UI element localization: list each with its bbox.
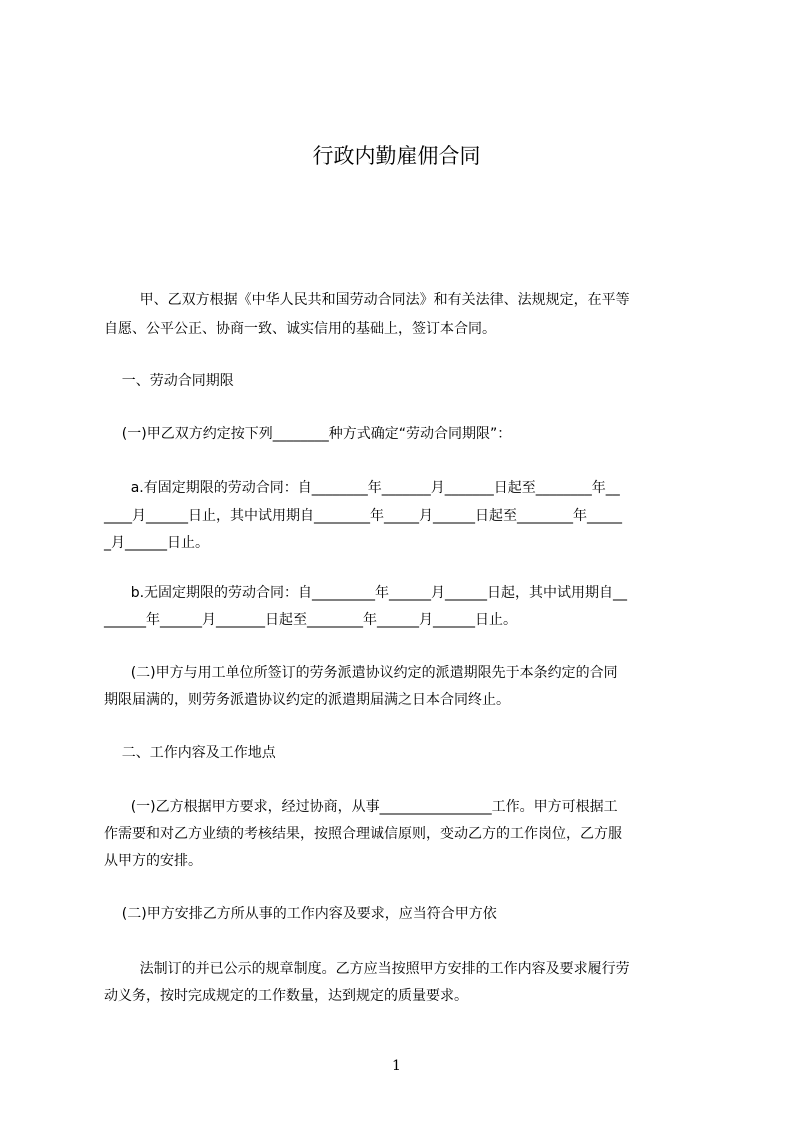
clause-1-b-line-1: b.无固定期限的劳动合同：自_________年______月______日起，其中试用期自__	[104, 585, 628, 601]
page-number: 1	[392, 1058, 401, 1074]
clause-1-a-line-2: ____月______日止，其中试用期自________年_____月______日起至________年_____	[104, 508, 622, 524]
section-heading-contract-term: 一、劳动合同期限	[104, 373, 234, 389]
clause-1-a-line-1: a.有固定期限的劳动合同：自________年_______月_______日起至________年__	[104, 480, 620, 496]
body-line-intro-1: 甲、乙双方根据《中华人民共和国劳动合同法》和有关法律、法规规定，在平等	[104, 292, 630, 308]
section-heading-work-content: 二、工作内容及工作地点	[104, 745, 276, 761]
clause-2-2-line-1: (二)甲方安排乙方所从事的工作内容及要求，应当符合甲方依	[104, 906, 497, 922]
clause-2-1-line-1: (一)乙方根据甲方要求，经过协商，从事________________工作。甲方可根据工	[104, 799, 618, 815]
document-title: 行政内勤雇佣合同	[312, 144, 481, 168]
clause-1-2-line-1: (二)甲方与用工单位所签订的劳务派遣协议约定的派遣期限先于本条约定的合同	[104, 665, 618, 681]
clause-1-b-line-2: ______年______月_______日起至________年______月______日止。	[104, 612, 517, 628]
clause-2-1-line-3: 从甲方的安排。	[104, 853, 202, 869]
clause-1-1: (一)甲乙双方约定按下列________种方式确定“劳动合同期限”：	[104, 426, 512, 442]
body-line-intro-2: 自愿、公平公正、协商一致、诚实信用的基础上，签订本合同。	[104, 321, 496, 337]
clause-2-2-line-3: 动义务，按时完成规定的工作数量，达到规定的质量要求。	[104, 988, 468, 1004]
clause-1-a-line-3: _月______日止。	[104, 535, 209, 551]
clause-2-1-line-2: 作需要和对乙方业绩的考核结果，按照合理诚信原则，变动乙方的工作岗位，乙方服	[104, 826, 622, 842]
clause-2-2-line-2: 法制订的并已公示的规章制度。乙方应当按照甲方安排的工作内容及要求履行劳	[104, 961, 630, 977]
clause-1-2-line-2: 期限届满的，则劳务派遣协议约定的派遣期届满之日本合同终止。	[104, 692, 510, 708]
